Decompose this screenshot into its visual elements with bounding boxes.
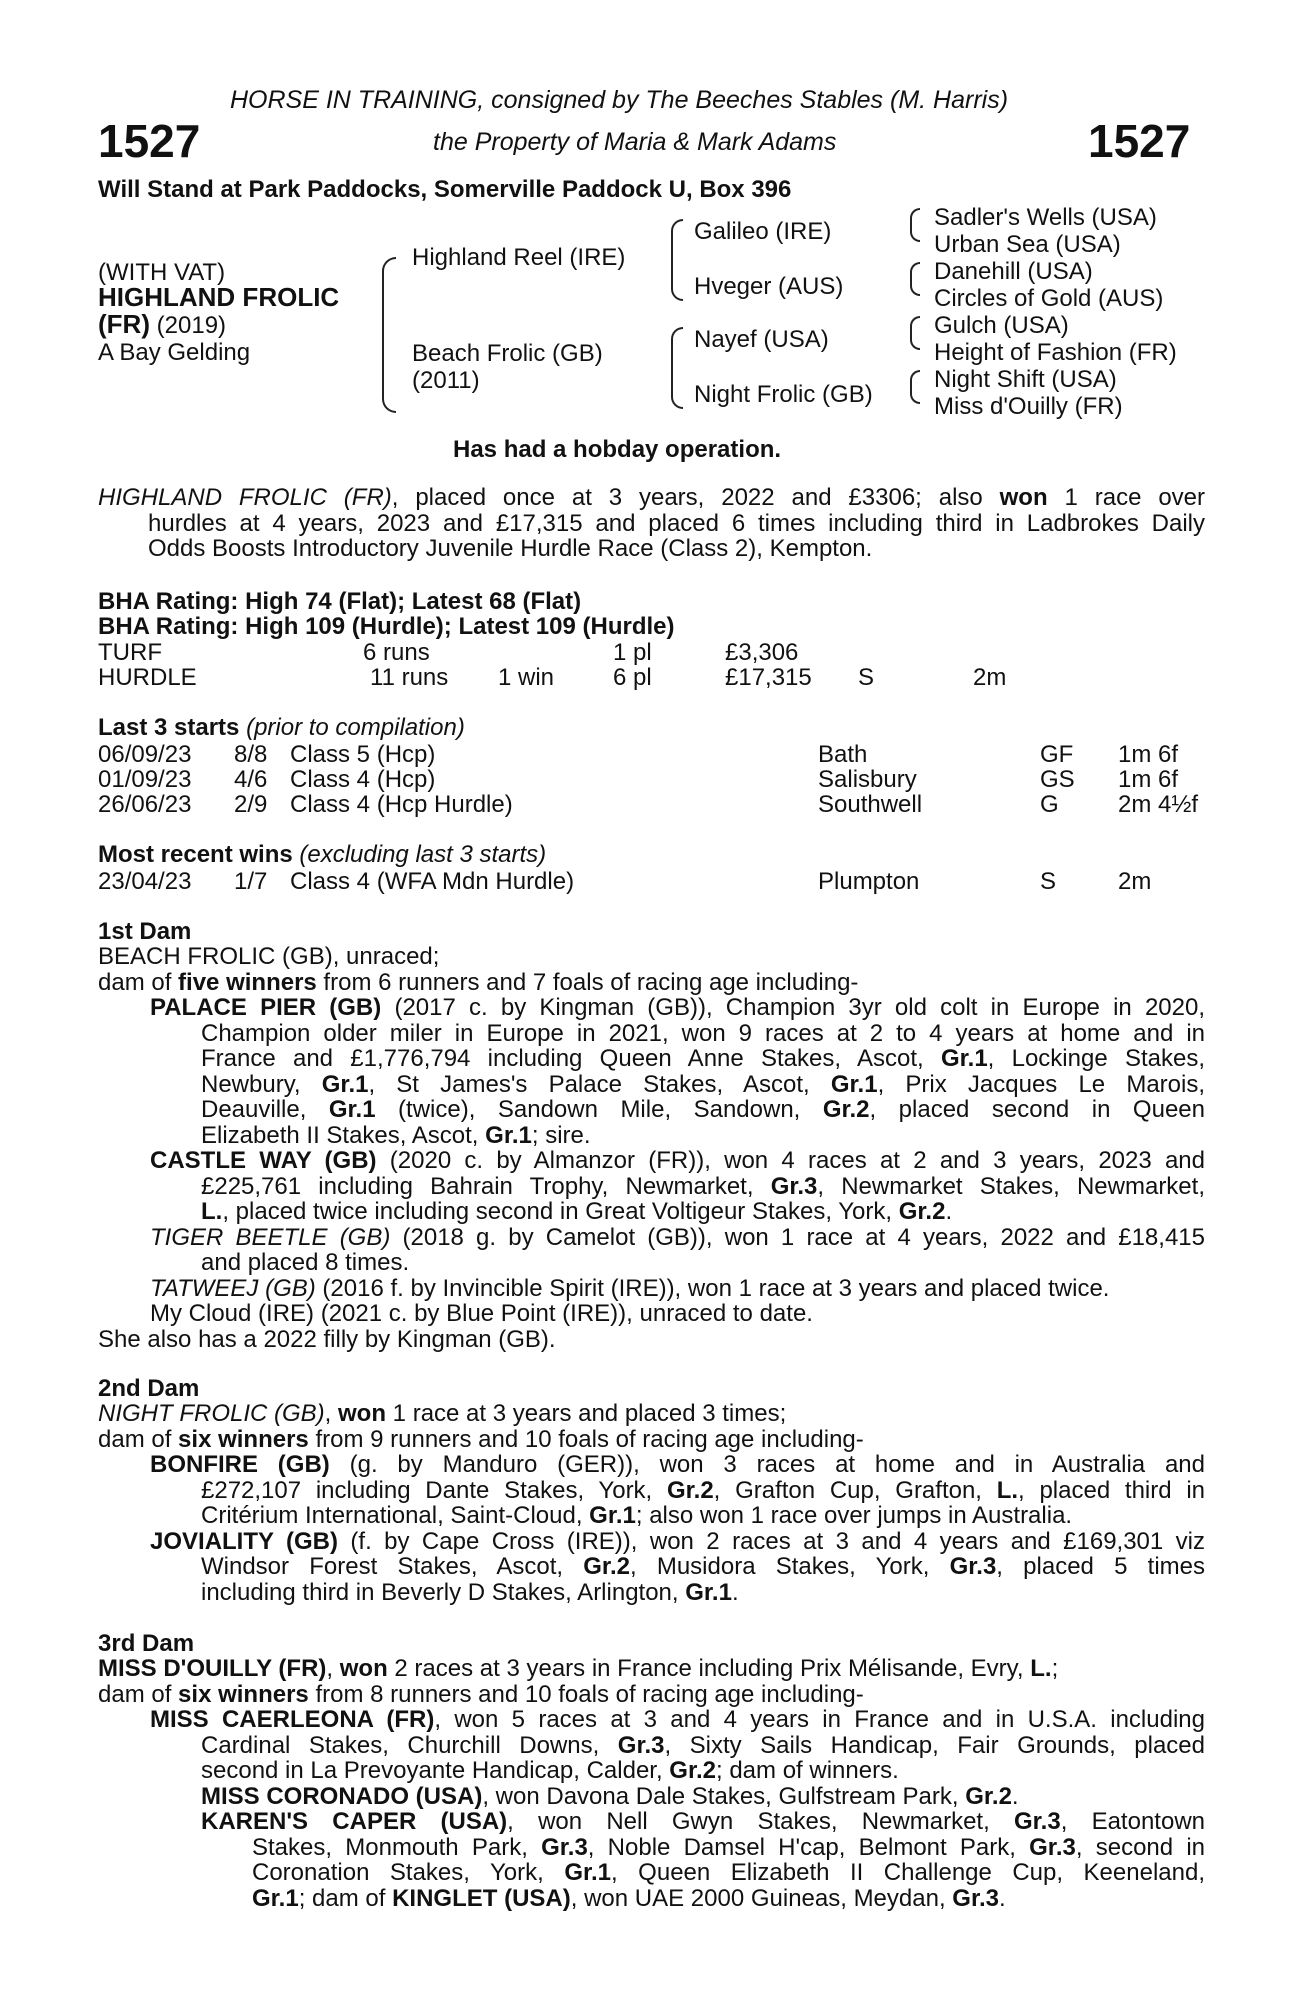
ggp-5: Gulch (USA) [934,312,1069,339]
dam-dam: Night Frolic (GB) [694,381,873,408]
lot-number-left: 1527 [98,115,201,167]
sire: Highland Reel (IRE) [412,244,626,271]
brace-gg2 [910,262,920,296]
ggp-8: Miss d'Ouilly (FR) [934,393,1123,420]
brace-gg3 [910,316,920,350]
dam1-section: BEACH FROLIC (GB), unraced; dam of five winners from 6 runners and 7 foals of racing age including- PALACE PIER (GB) (2017 c. by Kingman (GB)), Champion 3yr old colt in Europe in 2020, Champion older miler in Europe in 2021, won 9 races at 2 to 4 years at home and in France and £1,776,794 including Queen Anne Stakes, Ascot, Gr.1, Lockinge Stakes, Newbury, Gr.1, St James's Palace Stakes, Ascot, Gr.1, Prix Jacques Le Marois, Deauville, Gr.1 (twice), Sandown Mile, Sandown, Gr.2, placed second in Queen Elizabeth II Stakes, Ascot, Gr.1; sire. CASTLE WAY (GB) (2020 c. by Almanzor (FR)), won 4 races at 2 and 3 years, 2023 and £225,761 including Bahrain Trophy, Newmarket, Gr.3, Newmarket Stakes, Newmarket, L., placed twice including second in Great Voltigeur Stakes, York, Gr.2. TIGER BEETLE (GB) (2018 g. by Camelot (GB)), won 1 race at 4 years, 2022 and £18,415 and placed 8 times. TATWEEJ (GB) (2016 f. by Invincible Spirit (IRE)), won 1 race at 3 years and placed twice. My Cloud (IRE) (2021 c. by Blue Point (IRE)), unraced to date. She also has a 2022 filly by Kingman (GB). [98,943,1205,1353]
lot-number-right: 1527 [1088,115,1191,167]
consignor-line: HORSE IN TRAINING, consigned by The Beeches Stables (M. Harris) [230,86,1009,114]
horse-country-year: (FR) (2019) [98,309,227,339]
vat-label: (WITH VAT) [98,259,226,286]
rating-hurdle: BHA Rating: High 109 (Hurdle); Latest 109 (Hurdle) [98,613,675,640]
ggp-4: Circles of Gold (AUS) [934,285,1164,312]
last3-title: Last 3 starts (prior to compilation) [98,714,465,741]
ggp-1: Sadler's Wells (USA) [934,204,1157,231]
sire-dam: Hveger (AUS) [694,273,844,300]
dam: Beach Frolic (GB) [412,340,603,367]
dam-year: (2011) [412,367,480,394]
ggp-6: Height of Fashion (FR) [934,339,1177,366]
ggp-7: Night Shift (USA) [934,366,1117,393]
sire-sire: Galileo (IRE) [694,218,832,245]
dam-sire: Nayef (USA) [694,326,829,353]
recent-wins-title: Most recent wins (excluding last 3 starts) [98,841,547,868]
dam3-title: 3rd Dam [98,1630,195,1657]
hobday-note: Has had a hobday operation. [453,436,782,463]
brace-gg4 [910,370,920,404]
brace-gg1 [910,208,920,242]
ggp-2: Urban Sea (USA) [934,231,1121,258]
ggp-3: Danehill (USA) [934,258,1093,285]
summary-paragraph: HIGHLAND FROLIC (FR), placed once at 3 years, 2022 and £3306; also won 1 race over hurdles at 4 years, 2023 and £17,315 and placed 6 times including third in Ladbrokes Daily Odds Boosts Introductory Juvenile Hurdle Race (Class 2), Kempton. [98,485,1205,562]
horse-description: A Bay Gelding [98,339,251,366]
dam2-section: NIGHT FROLIC (GB), won 1 race at 3 years and placed 3 times; dam of six winners from 9 runners and 10 foals of racing age including- BONFIRE (GB) (g. by Manduro (GER)), won 3 races at home and in Australia and £272,107 including Dante Stakes, York, Gr.2, Grafton Cup, Grafton, L., placed third in Critérium International, Saint-Cloud, Gr.1; also won 1 race over jumps in Australia. JOVIALITY (GB) (f. by Cape Cross (IRE)), won 2 races at 3 and 4 years and £169,301 viz Windsor Forest Stakes, Ascot, Gr.2, Musidora Stakes, York, Gr.3, placed 5 times including third in Beverly D Stakes, Arlington, Gr.1. [98,1400,1205,1606]
dam2-title: 2nd Dam [98,1375,200,1402]
dam3-section: MISS D'OUILLY (FR), won 2 races at 3 years in France including Prix Mélisande, Evry, L.; dam of six winners from 8 runners and 10 foals of racing age including- MISS CAERLEONA (FR), won 5 races at 3 and 4 years in France and in U.S.A. including Cardinal Stakes, Churchill Downs, Gr.3, Sixty Sails Handicap, Fair Grounds, placed second in La Prevoyante Handicap, Calder, Gr.2; dam of winners. MISS CORONADO (USA), won Davona Dale Stakes, Gulfstream Park, Gr.2. KAREN'S CAPER (USA), won Nell Gwyn Stakes, Newmarket, Gr.3, Eatontown Stakes, Monmouth Park, Gr.3, Noble Damsel H'cap, Belmont Park, Gr.3, second in Coronation Stakes, York, Gr.1, Queen Elizabeth II Challenge Cup, Keeneland, Gr.1; dam of KINGLET (USA), won UAE 2000 Guineas, Meydan, Gr.3. [98,1655,1205,1912]
pedigree-brace-main [382,257,396,413]
pedigree-brace-sire [671,219,683,301]
stand-line: Will Stand at Park Paddocks, Somerville Paddock U, Box 396 [98,176,792,203]
horse-name: HIGHLAND FROLIC [98,282,340,312]
property-line: the Property of Maria & Mark Adams [433,128,837,156]
dam1-title: 1st Dam [98,918,192,945]
rating-flat: BHA Rating: High 74 (Flat); Latest 68 (Flat) [98,588,582,615]
pedigree-brace-dam [671,327,683,409]
